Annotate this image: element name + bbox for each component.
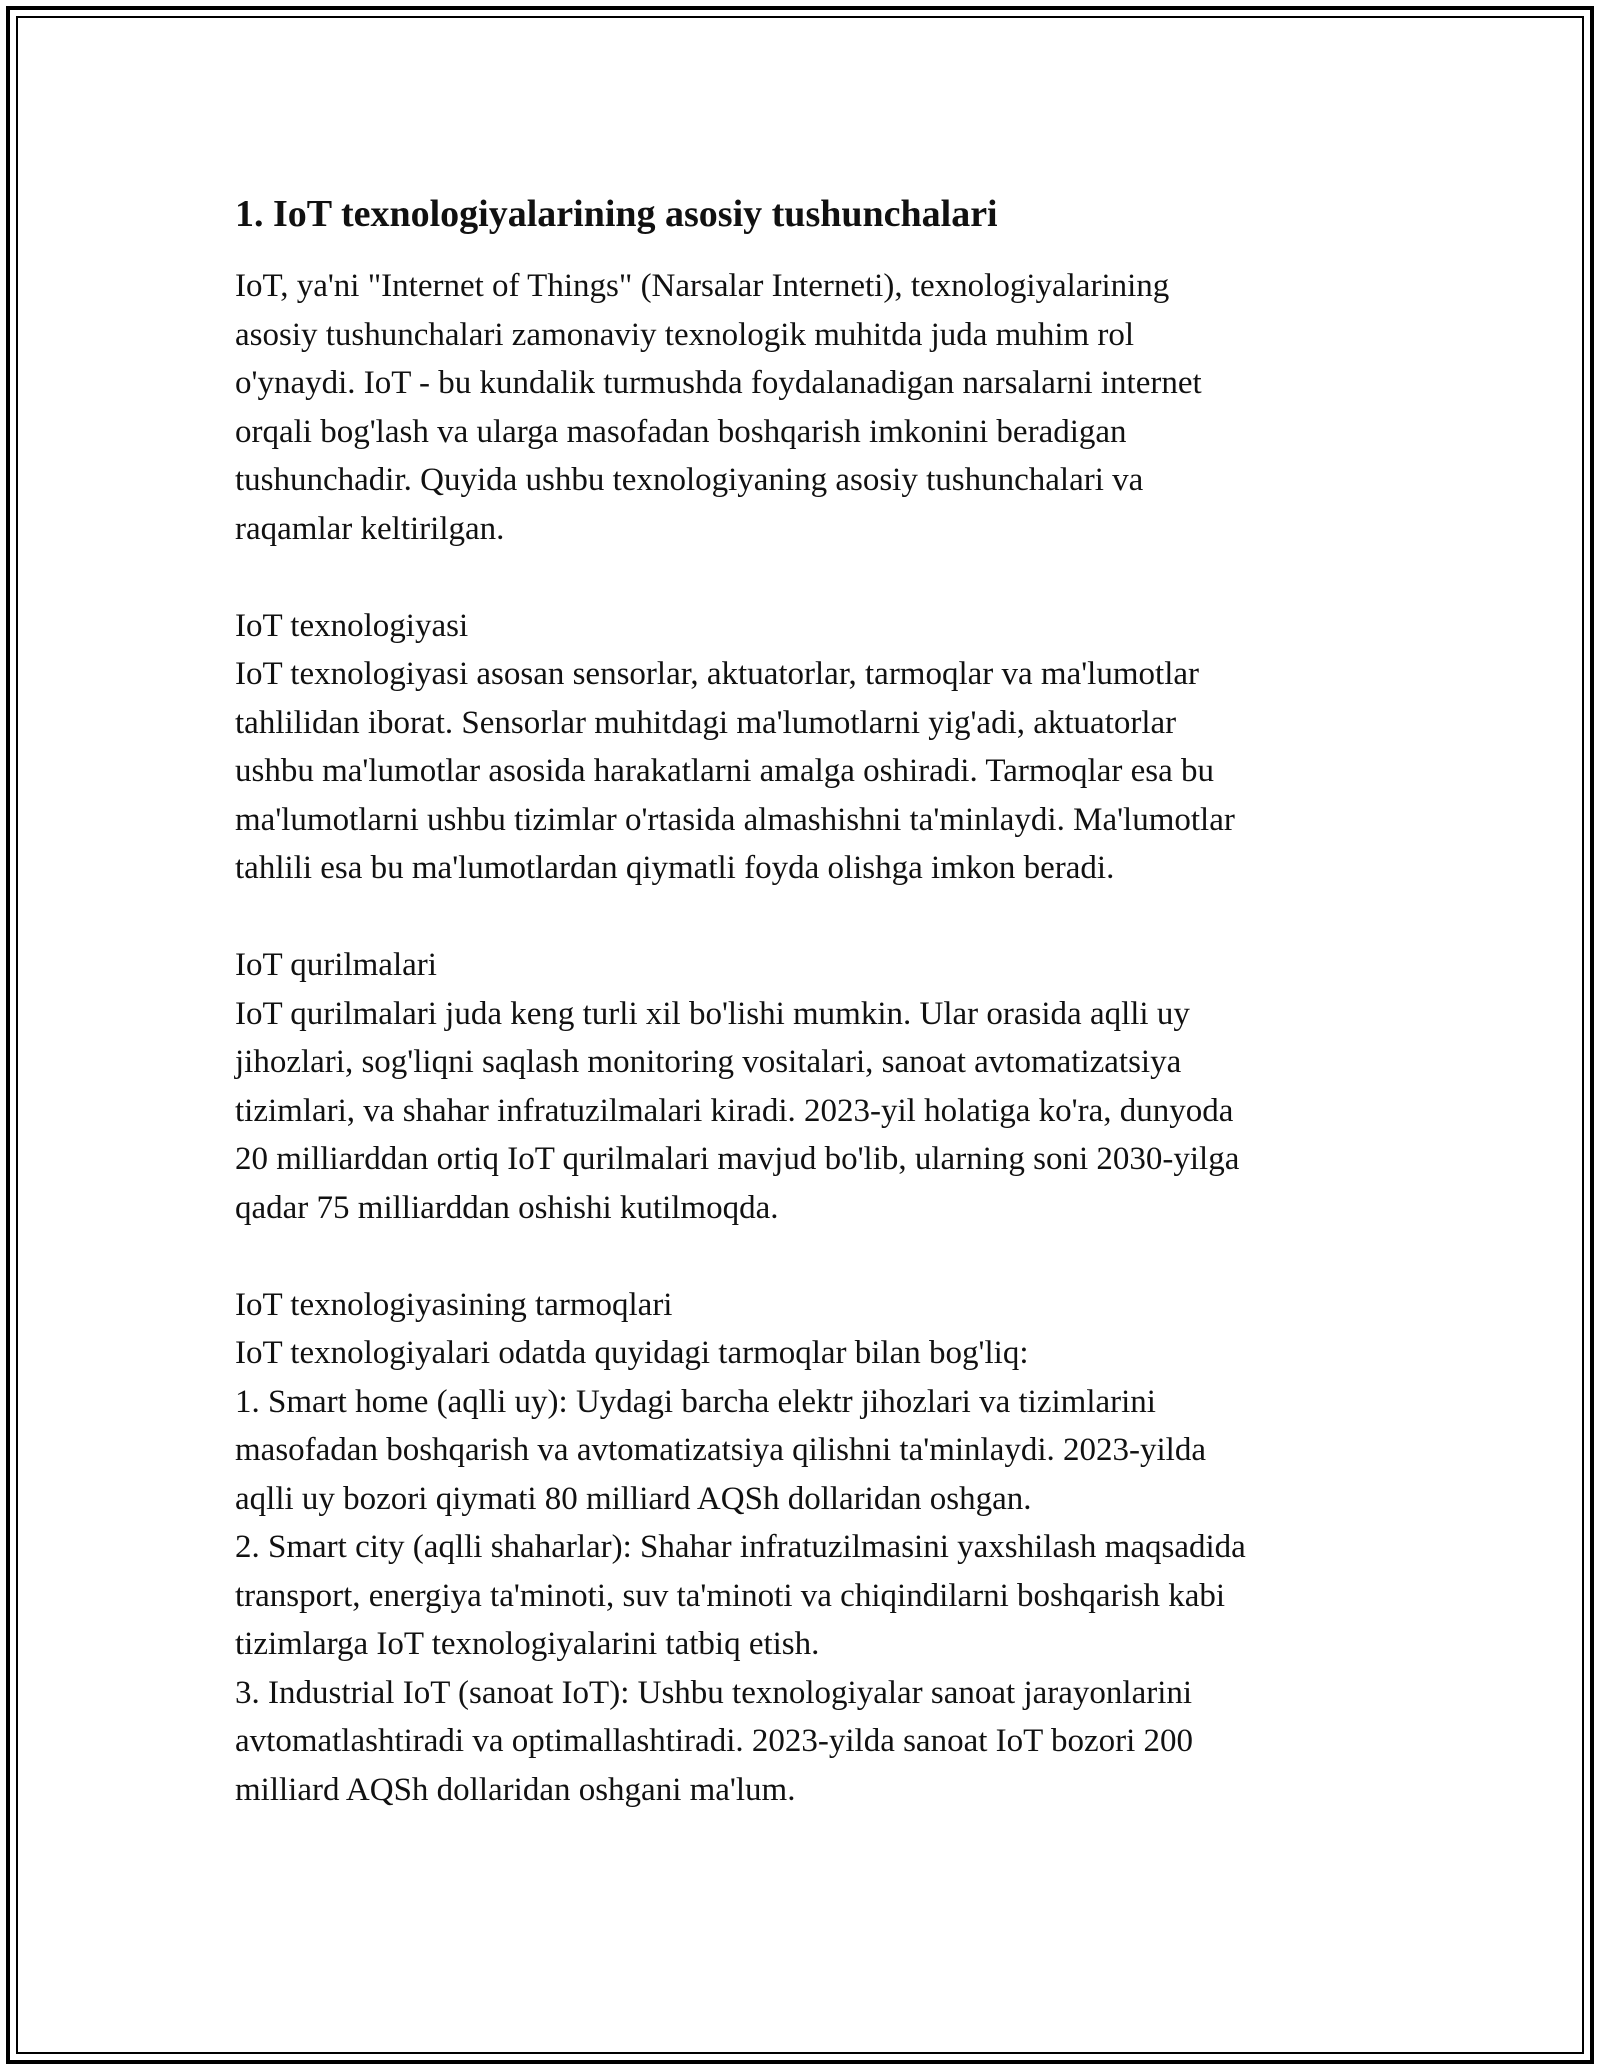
section-line: tahlilidan iborat. Sensorlar muhitdagi ma'lumotlarni yig'adi, aktuatorlar	[235, 704, 1177, 741]
section-line: 3. Industrial IoT (sanoat IoT): Ushbu texnologiyalar sanoat jarayonlarini	[235, 1674, 1193, 1711]
section-line: jihozlari, sog'liqni saqlash monitoring vositalari, sanoat avtomatizatsiya	[235, 1044, 1182, 1080]
document-heading: 1. IoT texnologiyalarining asosiy tushunchalari	[235, 193, 998, 235]
section-line: aqlli uy bozori qiymati 80 milliard AQSh dollaridan oshgan.	[235, 1480, 1032, 1517]
paragraph-gap	[235, 893, 1385, 942]
section-iot-networks	[235, 1281, 1385, 1815]
paragraph-gap	[235, 1232, 1385, 1281]
intro-line: o'ynaydi. IoT - bu kundalik turmushda foydalanadigan narsalarni internet	[235, 365, 1202, 401]
intro-line: asosiy tushunchalari zamonaviy texnologik muhitda juda muhim rol	[235, 316, 1135, 353]
section-line: IoT qurilmalari juda keng turli xil bo'lishi mumkin. Ular orasida aqlli uy	[235, 995, 1190, 1032]
section-line: masofadan boshqarish va avtomatizatsiya qilishni ta'minlaydi. 2023-yilda	[235, 1432, 1206, 1468]
section-line: IoT texnologiyasi asosan sensorlar, aktuatorlar, tarmoqlar va ma'lumotlar	[235, 656, 1199, 692]
intro-line: raqamlar keltirilgan.	[235, 510, 505, 547]
section-line: transport, energiya ta'minoti, suv ta'minoti va chiqindilarni boshqarish kabi	[235, 1577, 1226, 1614]
intro-line: orqali bog'lash va ularga masofadan boshqarish imkonini beradigan	[235, 413, 1127, 450]
section-title: IoT texnologiyasi	[235, 607, 469, 644]
section-line: tizimlarga IoT texnologiyalarini tatbiq etish.	[235, 1626, 820, 1662]
intro-line: IoT, ya'ni "Internet of Things" (Narsalar Interneti), texnologiyalarining	[235, 268, 1170, 304]
section-line: ma'lumotlarni ushbu tizimlar o'rtasida almashishni ta'minlaydi. Ma'lumotlar	[235, 801, 1235, 838]
section-line: 20 milliarddan ortiq IoT qurilmalari mavjud bo'lib, ularning soni 2030-yilga	[235, 1141, 1240, 1177]
section-title: IoT qurilmalari	[235, 947, 437, 983]
document-body	[235, 190, 1385, 1814]
section-line: tizimlari, va shahar infratuzilmalari kiradi. 2023-yil holatiga ko'ra, dunyoda	[235, 1092, 1234, 1129]
section-line: qadar 75 milliarddan oshishi kutilmoqda.	[235, 1189, 779, 1226]
section-line: 2. Smart city (aqlli shaharlar): Shahar infratuzilmasini yaxshilash maqsadida	[235, 1529, 1246, 1565]
section-iot-technology	[235, 602, 1385, 893]
section-iot-devices	[235, 941, 1385, 1232]
intro-line: tushunchadir. Quyida ushbu texnologiyaning asosiy tushunchalari va	[235, 462, 1144, 498]
section-line: IoT texnologiyalari odatda quyidagi tarmoqlar bilan bog'liq:	[235, 1335, 1029, 1371]
section-line: tahlili esa bu ma'lumotlardan qiymatli foyda olishga imkon beradi.	[235, 850, 1115, 886]
section-line: ushbu ma'lumotlar asosida harakatlarni amalga oshiradi. Tarmoqlar esa bu	[235, 753, 1214, 789]
intro-paragraph	[235, 262, 1385, 553]
section-line: milliard AQSh dollaridan oshgani ma'lum.	[235, 1771, 796, 1808]
section-line: 1. Smart home (aqlli uy): Uydagi barcha elektr jihozlari va tizimlarini	[235, 1383, 1156, 1420]
section-line: avtomatlashtiradi va optimallashtiradi. 2023-yilda sanoat IoT bozori 200	[235, 1723, 1193, 1759]
section-title: IoT texnologiyasining tarmoqlari	[235, 1286, 673, 1323]
paragraph-gap	[235, 553, 1385, 602]
